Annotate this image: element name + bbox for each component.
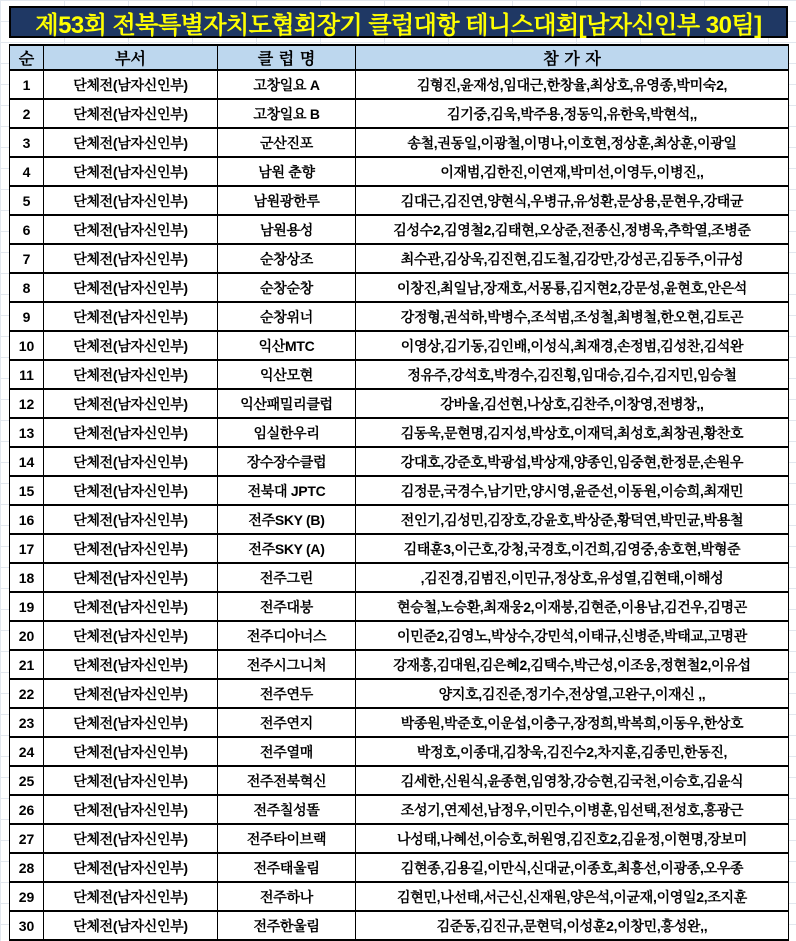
cell-participants[interactable]: 이영상,김기동,김인배,이성식,최재경,손정범,김성찬,김석완 xyxy=(356,331,789,360)
cell-row-number[interactable]: 26 xyxy=(10,795,44,824)
table-row xyxy=(10,418,789,447)
cell-row-number[interactable]: 6 xyxy=(10,215,44,244)
cell-participants[interactable]: 김태훈3,이근호,강청,국경호,이건희,김영중,송호현,박형준 xyxy=(356,534,789,563)
cell-department[interactable]: 단체전(남자신인부) xyxy=(44,447,218,476)
cell-row-number[interactable]: 30 xyxy=(10,911,44,940)
cell-row-number[interactable]: 25 xyxy=(10,766,44,795)
cell-participants[interactable]: 김세한,신원식,윤종현,임영창,강승현,김국천,이승호,김윤식 xyxy=(356,766,789,795)
cell-club-name[interactable]: 장수장수클럽 xyxy=(218,447,356,476)
cell-row-number[interactable]: 17 xyxy=(10,534,44,563)
cell-row-number[interactable]: 5 xyxy=(10,186,44,215)
table-row xyxy=(10,650,789,679)
cell-participants[interactable]: 이민준2,김영노,박상수,강민석,이태규,신병준,박태교,고명관 xyxy=(356,621,789,650)
table-row xyxy=(10,476,789,505)
cell-row-number[interactable]: 28 xyxy=(10,853,44,882)
table-row xyxy=(10,795,789,824)
cell-row-number[interactable]: 18 xyxy=(10,563,44,592)
cell-participants[interactable]: 조성기,연제선,남정우,이민수,이병훈,임선택,전성호,홍광근 xyxy=(356,795,789,824)
cell-participants[interactable]: 박정호,이종대,김창욱,김진수2,차지훈,김종민,한동진, xyxy=(356,737,789,766)
cell-participants[interactable]: ,김진경,김범진,이민규,정상호,유성열,김현태,이해성 xyxy=(356,563,789,592)
cell-club-name[interactable]: 순창위너 xyxy=(218,302,356,331)
cell-department[interactable]: 단체전(남자신인부) xyxy=(44,563,218,592)
cell-department[interactable]: 단체전(남자신인부) xyxy=(44,534,218,563)
table-row xyxy=(10,157,789,186)
table-row xyxy=(10,563,789,592)
cell-club-name[interactable]: 전주하나 xyxy=(218,882,356,911)
cell-participants[interactable]: 송철,권동일,이광철,이명나,이호현,정상훈,최상훈,이광일 xyxy=(356,128,789,157)
cell-row-number[interactable]: 1 xyxy=(10,70,44,99)
cell-row-number[interactable]: 3 xyxy=(10,128,44,157)
cell-participants[interactable]: 정유주,강석호,박경수,김진횡,임대승,김수,김지민,임승철 xyxy=(356,360,789,389)
table-row xyxy=(10,128,789,157)
cell-participants[interactable]: 박종원,박준호,이운섭,이충구,장정희,박복희,이동우,한상호 xyxy=(356,708,789,737)
header-dept: 부서 xyxy=(44,45,218,70)
cell-participants[interactable]: 김현민,나선태,서근신,신재원,양은석,이균재,이영일2,조지훈 xyxy=(356,882,789,911)
cell-participants[interactable]: 이창진,최일남,장재호,서몽룡,김지현2,강문성,윤현호,안은석 xyxy=(356,273,789,302)
table-row xyxy=(10,215,789,244)
cell-club-name[interactable]: 전주태울림 xyxy=(218,853,356,882)
table-row xyxy=(10,244,789,273)
cell-club-name[interactable]: 전북대 JPTC xyxy=(218,476,356,505)
table-row xyxy=(10,766,789,795)
header-row xyxy=(10,45,789,70)
cell-club-name[interactable]: 전주SKY (B) xyxy=(218,505,356,534)
cell-row-number[interactable]: 11 xyxy=(10,360,44,389)
cell-club-name[interactable]: 남원용성 xyxy=(218,215,356,244)
cell-row-number[interactable]: 14 xyxy=(10,447,44,476)
cell-department[interactable]: 단체전(남자신인부) xyxy=(44,273,218,302)
table-row xyxy=(10,273,789,302)
cell-club-name[interactable]: 순창순창 xyxy=(218,273,356,302)
cell-department[interactable]: 단체전(남자신인부) xyxy=(44,621,218,650)
cell-department[interactable]: 단체전(남자신인부) xyxy=(44,302,218,331)
cell-club-name[interactable]: 전주타이브랙 xyxy=(218,824,356,853)
cell-participants[interactable]: 최수관,김상욱,김진현,김도철,김강만,강성곤,김동주,이규성 xyxy=(356,244,789,273)
cell-row-number[interactable]: 20 xyxy=(10,621,44,650)
table-row xyxy=(10,534,789,563)
cell-row-number[interactable]: 23 xyxy=(10,708,44,737)
cell-participants[interactable]: 현승철,노승환,최재웅2,이재붕,김현준,이용남,김건우,김명곤 xyxy=(356,592,789,621)
cell-department[interactable]: 단체전(남자신인부) xyxy=(44,708,218,737)
cell-row-number[interactable]: 27 xyxy=(10,824,44,853)
cell-row-number[interactable]: 10 xyxy=(10,331,44,360)
cell-department[interactable]: 단체전(남자신인부) xyxy=(44,853,218,882)
table-row xyxy=(10,853,789,882)
cell-club-name[interactable]: 순창상조 xyxy=(218,244,356,273)
cell-club-name[interactable]: 전주시그니처 xyxy=(218,650,356,679)
cell-club-name[interactable]: 고창일요 A xyxy=(218,70,356,99)
cell-department[interactable]: 단체전(남자신인부) xyxy=(44,186,218,215)
table-row xyxy=(10,882,789,911)
cell-row-number[interactable]: 4 xyxy=(10,157,44,186)
cell-department[interactable]: 단체전(남자신인부) xyxy=(44,679,218,708)
cell-club-name[interactable]: 전주칠성똘 xyxy=(218,795,356,824)
table-row xyxy=(10,708,789,737)
table-row xyxy=(10,360,789,389)
cell-row-number[interactable]: 16 xyxy=(10,505,44,534)
table-row xyxy=(10,911,789,940)
cell-club-name[interactable]: 전주SKY (A) xyxy=(218,534,356,563)
table-row xyxy=(10,70,789,99)
cell-department[interactable]: 단체전(남자신인부) xyxy=(44,795,218,824)
cell-row-number[interactable]: 24 xyxy=(10,737,44,766)
header-club: 클럽명 xyxy=(218,45,356,70)
cell-row-number[interactable]: 7 xyxy=(10,244,44,273)
cell-club-name[interactable]: 고창일요 B xyxy=(218,99,356,128)
cell-department[interactable]: 단체전(남자신인부) xyxy=(44,824,218,853)
cell-department[interactable]: 단체전(남자신인부) xyxy=(44,882,218,911)
table-row xyxy=(10,331,789,360)
table-row xyxy=(10,679,789,708)
cell-department[interactable]: 단체전(남자신인부) xyxy=(44,766,218,795)
cell-department[interactable]: 단체전(남자신인부) xyxy=(44,389,218,418)
cell-department[interactable]: 단체전(남자신인부) xyxy=(44,911,218,940)
cell-club-name[interactable]: 전주연두 xyxy=(218,679,356,708)
tournament-title: 제53회 전북특별자치도협회장기 클럽대항 테니스대회[남자신인부 30팀] xyxy=(35,11,762,39)
cell-row-number[interactable]: 21 xyxy=(10,650,44,679)
cell-club-name[interactable]: 익산모현 xyxy=(218,360,356,389)
cell-participants[interactable]: 김준동,김진규,문현덕,이성훈2,이창민,홍성완,, xyxy=(356,911,789,940)
cell-club-name[interactable]: 남원 춘향 xyxy=(218,157,356,186)
cell-department[interactable]: 단체전(남자신인부) xyxy=(44,505,218,534)
cell-club-name[interactable]: 전주한울림 xyxy=(218,911,356,940)
cell-row-number[interactable]: 8 xyxy=(10,273,44,302)
cell-club-name[interactable]: 남원광한루 xyxy=(218,186,356,215)
cell-department[interactable]: 단체전(남자신인부) xyxy=(44,418,218,447)
cell-club-name[interactable]: 임실한우리 xyxy=(218,418,356,447)
header-players: 참가자 xyxy=(356,45,789,70)
cell-club-name[interactable]: 전주연지 xyxy=(218,708,356,737)
cell-participants[interactable]: 양지호,김진준,정기수,전상열,고완구,이재신 ,, xyxy=(356,679,789,708)
cell-participants[interactable]: 김성수2,김영철2,김태현,오상준,전종신,정병욱,추학열,조병준 xyxy=(356,215,789,244)
cell-row-number[interactable]: 15 xyxy=(10,476,44,505)
cell-participants[interactable]: 강재홍,김대원,김은혜2,김택수,박근성,이조웅,정현철2,이유섭 xyxy=(356,650,789,679)
table-body xyxy=(10,70,789,940)
table-row xyxy=(10,186,789,215)
cell-participants[interactable]: 나성태,나혜선,이승호,허원영,김진호2,김윤정,이현명,장보미 xyxy=(356,824,789,853)
cell-participants[interactable]: 이재범,김한진,이연재,박미선,이영두,이병진,, xyxy=(356,157,789,186)
cell-participants[interactable]: 김현종,김용길,이만식,신대균,이종호,최흥선,이광종,오우종 xyxy=(356,853,789,882)
table-row xyxy=(10,621,789,650)
cell-row-number[interactable]: 12 xyxy=(10,389,44,418)
cell-club-name[interactable]: 전주디아너스 xyxy=(218,621,356,650)
table-row xyxy=(10,824,789,853)
cell-club-name[interactable]: 전주대붕 xyxy=(218,592,356,621)
cell-department[interactable]: 단체전(남자신인부) xyxy=(44,215,218,244)
cell-department[interactable]: 단체전(남자신인부) xyxy=(44,99,218,128)
table-row xyxy=(10,389,789,418)
table-row xyxy=(10,99,789,128)
cell-department[interactable]: 단체전(남자신인부) xyxy=(44,157,218,186)
cell-department[interactable]: 단체전(남자신인부) xyxy=(44,244,218,273)
table-row xyxy=(10,592,789,621)
cell-department[interactable]: 단체전(남자신인부) xyxy=(44,360,218,389)
header-no: 순 xyxy=(10,45,44,70)
cell-department[interactable]: 단체전(남자신인부) xyxy=(44,128,218,157)
cell-row-number[interactable]: 2 xyxy=(10,99,44,128)
cell-participants[interactable]: 전인기,김성민,김장호,강윤호,박상준,황덕연,박민균,박용철 xyxy=(356,505,789,534)
cell-participants[interactable]: 김기중,김욱,박주용,정동익,유한욱,박현석,, xyxy=(356,99,789,128)
table-row xyxy=(10,447,789,476)
cell-department[interactable]: 단체전(남자신인부) xyxy=(44,737,218,766)
cell-row-number[interactable]: 19 xyxy=(10,592,44,621)
tournament-title-bar xyxy=(9,6,788,38)
cell-row-number[interactable]: 13 xyxy=(10,418,44,447)
cell-participants[interactable]: 강정형,권석하,박병수,조석범,조성철,최병철,한오현,김토곤 xyxy=(356,302,789,331)
cell-participants[interactable]: 김대근,김진연,양현식,우병규,유성환,문상용,문현우,강태균 xyxy=(356,186,789,215)
cell-department[interactable]: 단체전(남자신인부) xyxy=(44,592,218,621)
table-row xyxy=(10,737,789,766)
cell-row-number[interactable]: 22 xyxy=(10,679,44,708)
cell-participants[interactable]: 강바울,김선현,나상호,김찬주,이창영,전병창,, xyxy=(356,389,789,418)
cell-department[interactable]: 단체전(남자신인부) xyxy=(44,476,218,505)
cell-participants[interactable]: 김정문,국경수,남기만,양시영,윤준선,이동원,이승희,최재민 xyxy=(356,476,789,505)
cell-club-name[interactable]: 익산패밀리클럽 xyxy=(218,389,356,418)
roster-table xyxy=(9,44,789,941)
cell-participants[interactable]: 강대호,강준호,박광섭,박상재,양종인,임중현,한정문,손원우 xyxy=(356,447,789,476)
cell-department[interactable]: 단체전(남자신인부) xyxy=(44,331,218,360)
cell-department[interactable]: 단체전(남자신인부) xyxy=(44,70,218,99)
cell-club-name[interactable]: 전주열매 xyxy=(218,737,356,766)
cell-row-number[interactable]: 9 xyxy=(10,302,44,331)
cell-participants[interactable]: 김동욱,문현명,김지성,박상호,이재덕,최성호,최창권,황찬호 xyxy=(356,418,789,447)
table-row xyxy=(10,505,789,534)
table-header xyxy=(10,45,789,70)
table-row xyxy=(10,302,789,331)
cell-club-name[interactable]: 군산진포 xyxy=(218,128,356,157)
cell-club-name[interactable]: 전주전북혁신 xyxy=(218,766,356,795)
cell-department[interactable]: 단체전(남자신인부) xyxy=(44,650,218,679)
cell-participants[interactable]: 김형진,윤재성,임대근,한창율,최상호,유영종,박미숙2, xyxy=(356,70,789,99)
cell-row-number[interactable]: 29 xyxy=(10,882,44,911)
cell-club-name[interactable]: 전주그린 xyxy=(218,563,356,592)
cell-club-name[interactable]: 익산MTC xyxy=(218,331,356,360)
